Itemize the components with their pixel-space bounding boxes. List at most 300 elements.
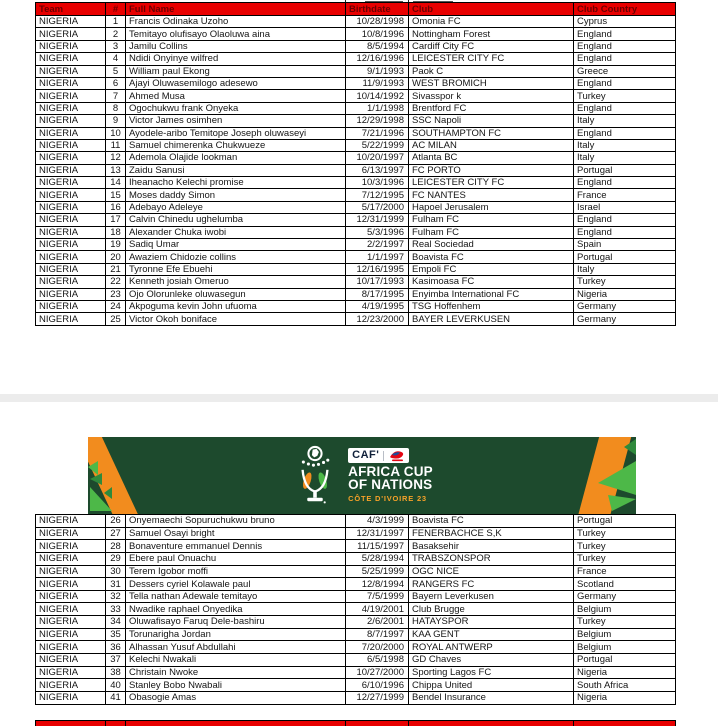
- birthdate-cell: 12/16/1995: [346, 263, 409, 275]
- name-cell: Alexander Chuka iwobi: [126, 226, 346, 238]
- table-row: [36, 115, 676, 127]
- club-cell: Empoli FC: [409, 263, 574, 275]
- team-cell: NIGERIA: [36, 239, 106, 251]
- table-row: [36, 177, 676, 189]
- team-cell: NIGERIA: [36, 53, 106, 65]
- club-cell: Kasimoasa FC: [409, 276, 574, 288]
- table-row: [36, 654, 676, 667]
- team-cell: NIGERIA: [36, 515, 106, 528]
- country-cell: Portugal: [574, 164, 676, 176]
- number-cell: 4: [106, 53, 126, 65]
- birthdate-cell: 8/7/1997: [346, 628, 409, 641]
- club-cell: LEICESTER CITY FC: [409, 177, 574, 189]
- name-cell: Tyronne Efe Ebuehi: [126, 263, 346, 275]
- club-cell: Bendel Insurance: [409, 691, 574, 704]
- club-cell: Cardiff City FC: [409, 40, 574, 52]
- club-cell: ROYAL ANTWERP: [409, 641, 574, 654]
- team-cell: NIGERIA: [36, 16, 106, 28]
- number-cell: 8: [106, 102, 126, 114]
- banner-title-line1: AFRICA CUP: [348, 464, 433, 480]
- table-row: [36, 226, 676, 238]
- table-row: [36, 139, 676, 151]
- team-cell: NIGERIA: [36, 177, 106, 189]
- name-cell: Calvin Chinedu ughelumba: [126, 214, 346, 226]
- team-cell: NIGERIA: [36, 77, 106, 89]
- birthdate-cell: 12/23/2000: [346, 313, 409, 325]
- table-row: [36, 552, 676, 565]
- table-row: [36, 540, 676, 553]
- country-cell: Germany: [574, 590, 676, 603]
- club-cell: OGC NICE: [409, 565, 574, 578]
- team-cell: NIGERIA: [36, 641, 106, 654]
- number-cell: 36: [106, 641, 126, 654]
- number-cell: 20: [106, 251, 126, 263]
- name-cell: Ayodele-aribo Temitope Joseph oluwaseyi: [126, 127, 346, 139]
- number-cell: 17: [106, 214, 126, 226]
- club-cell: TSG Hoffenhem: [409, 300, 574, 312]
- birthdate-cell: 1/1/1998: [346, 102, 409, 114]
- name-cell: Moses daddy Simon: [126, 189, 346, 201]
- team-cell: NIGERIA: [36, 540, 106, 553]
- table-row: [36, 578, 676, 591]
- birthdate-cell: 2/6/2001: [346, 616, 409, 629]
- country-cell: England: [574, 127, 676, 139]
- header-club-country: Club Country: [574, 3, 676, 16]
- number-cell: 19: [106, 239, 126, 251]
- header-birthdate: Birthdate: [346, 3, 409, 16]
- number-cell: 14: [106, 177, 126, 189]
- birthdate-cell: 12/27/1999: [346, 691, 409, 704]
- name-cell: Zaidu Sanusi: [126, 164, 346, 176]
- birthdate-cell: 6/13/1997: [346, 164, 409, 176]
- table-row: [36, 127, 676, 139]
- birthdate-cell: 8/17/1995: [346, 288, 409, 300]
- team-cell: NIGERIA: [36, 251, 106, 263]
- country-cell: Belgium: [574, 603, 676, 616]
- birthdate-cell: 10/17/1993: [346, 276, 409, 288]
- table-row: [36, 77, 676, 89]
- roster-table-page1: [35, 2, 676, 326]
- club-cell: Sporting Lagos FC: [409, 666, 574, 679]
- country-cell: Turkey: [574, 616, 676, 629]
- birthdate-cell: 10/20/1997: [346, 152, 409, 164]
- birthdate-cell: 8/5/1994: [346, 40, 409, 52]
- country-cell: Nigeria: [574, 288, 676, 300]
- name-cell: Awaziem Chidozie collins: [126, 251, 346, 263]
- name-cell: Oluwafisayo Faruq Dele-bashiru: [126, 616, 346, 629]
- number-cell: 21: [106, 263, 126, 275]
- name-cell: Ojo Olorunleke oluwasegun: [126, 288, 346, 300]
- number-cell: 26: [106, 515, 126, 528]
- table-row: [36, 565, 676, 578]
- club-cell: Atlanta BC: [409, 152, 574, 164]
- banner-subtitle: CÔTE D'IVOIRE 23: [348, 493, 427, 503]
- team-cell: NIGERIA: [36, 90, 106, 102]
- afcon-trophy-icon: [291, 445, 339, 507]
- club-cell: WEST BROMICH: [409, 77, 574, 89]
- club-cell: Fulham FC: [409, 214, 574, 226]
- team-cell: NIGERIA: [36, 654, 106, 667]
- team-cell: NIGERIA: [36, 578, 106, 591]
- country-cell: Italy: [574, 263, 676, 275]
- table-row: [36, 288, 676, 300]
- team-cell: NIGERIA: [36, 603, 106, 616]
- birthdate-cell: 9/1/1993: [346, 65, 409, 77]
- table-row: [36, 40, 676, 52]
- team-cell: NIGERIA: [36, 201, 106, 213]
- table-row: [36, 628, 676, 641]
- table-row: [36, 263, 676, 275]
- number-cell: 38: [106, 666, 126, 679]
- birthdate-cell: 5/22/1999: [346, 139, 409, 151]
- table-row: [36, 189, 676, 201]
- country-cell: Turkey: [574, 552, 676, 565]
- number-cell: 1: [106, 16, 126, 28]
- team-cell: NIGERIA: [36, 189, 106, 201]
- country-cell: Cyprus: [574, 16, 676, 28]
- name-cell: Onyemaechi Sopuruchukwu bruno: [126, 515, 346, 528]
- team-cell: NIGERIA: [36, 65, 106, 77]
- number-cell: 3: [106, 40, 126, 52]
- table-row: [36, 666, 676, 679]
- name-cell: Kenneth josiah Omeruo: [126, 276, 346, 288]
- table-row: [36, 102, 676, 114]
- number-cell: 10: [106, 127, 126, 139]
- club-cell: LEICESTER CITY FC: [409, 53, 574, 65]
- club-cell: Basaksehir: [409, 540, 574, 553]
- birthdate-cell: 12/31/1999: [346, 214, 409, 226]
- table-row: [36, 691, 676, 704]
- club-cell: GD Chaves: [409, 654, 574, 667]
- team-cell: NIGERIA: [36, 139, 106, 151]
- country-cell: Scotland: [574, 578, 676, 591]
- name-cell: Adebayo Adeleye: [126, 201, 346, 213]
- name-cell: Sadiq Umar: [126, 239, 346, 251]
- number-cell: 30: [106, 565, 126, 578]
- name-cell: Terem Igobor moffi: [126, 565, 346, 578]
- country-cell: England: [574, 214, 676, 226]
- column-divider: [573, 721, 574, 726]
- birthdate-cell: 6/5/1998: [346, 654, 409, 667]
- club-cell: SOUTHAMPTON FC: [409, 127, 574, 139]
- name-cell: Tella nathan Adewale temitayo: [126, 590, 346, 603]
- team-cell: NIGERIA: [36, 666, 106, 679]
- country-cell: England: [574, 53, 676, 65]
- number-cell: 22: [106, 276, 126, 288]
- country-cell: Belgium: [574, 641, 676, 654]
- team-cell: NIGERIA: [36, 313, 106, 325]
- name-cell: Victor James osimhen: [126, 115, 346, 127]
- column-divider: [105, 721, 106, 726]
- number-cell: 23: [106, 288, 126, 300]
- birthdate-cell: 12/16/1996: [346, 53, 409, 65]
- club-cell: Club Brugge: [409, 603, 574, 616]
- birthdate-cell: 4/19/2001: [346, 603, 409, 616]
- country-cell: Italy: [574, 139, 676, 151]
- country-cell: Nigeria: [574, 691, 676, 704]
- country-cell: Israel: [574, 201, 676, 213]
- club-cell: Sivasspor k: [409, 90, 574, 102]
- name-cell: Ndidi Onyinye wilfred: [126, 53, 346, 65]
- team-cell: NIGERIA: [36, 226, 106, 238]
- name-cell: Akpoguma kevin John ufuoma: [126, 300, 346, 312]
- team-cell: NIGERIA: [36, 28, 106, 40]
- name-cell: Ogochukwu frank Onyeka: [126, 102, 346, 114]
- name-cell: Christain Nwoke: [126, 666, 346, 679]
- club-cell: KAA GENT: [409, 628, 574, 641]
- club-cell: Real Sociedad: [409, 239, 574, 251]
- team-cell: NIGERIA: [36, 300, 106, 312]
- number-cell: 13: [106, 164, 126, 176]
- team-cell: NIGERIA: [36, 40, 106, 52]
- name-cell: Ademola Olajide lookman: [126, 152, 346, 164]
- table-row: [36, 641, 676, 654]
- number-cell: 9: [106, 115, 126, 127]
- club-cell: Enyimba International FC: [409, 288, 574, 300]
- number-cell: 12: [106, 152, 126, 164]
- name-cell: Ahmed Musa: [126, 90, 346, 102]
- name-cell: Temitayo olufisayo Olaoluwa aina: [126, 28, 346, 40]
- country-cell: Turkey: [574, 276, 676, 288]
- table-row: [36, 65, 676, 77]
- number-cell: 15: [106, 189, 126, 201]
- club-cell: BAYER LEVERKUSEN: [409, 313, 574, 325]
- club-cell: Brentford FC: [409, 102, 574, 114]
- birthdate-cell: 7/5/1999: [346, 590, 409, 603]
- team-cell: NIGERIA: [36, 691, 106, 704]
- country-cell: Germany: [574, 300, 676, 312]
- country-cell: Turkey: [574, 540, 676, 553]
- birthdate-cell: 7/20/2000: [346, 641, 409, 654]
- table-row: [36, 590, 676, 603]
- column-divider: [125, 721, 126, 726]
- name-cell: Jamilu Collins: [126, 40, 346, 52]
- club-cell: Bayern Leverkusen: [409, 590, 574, 603]
- birthdate-cell: 11/9/1993: [346, 77, 409, 89]
- name-cell: Kelechi Nwakali: [126, 654, 346, 667]
- club-cell: Chippa United: [409, 679, 574, 692]
- team-cell: NIGERIA: [36, 628, 106, 641]
- team-cell: NIGERIA: [36, 127, 106, 139]
- birthdate-cell: 11/15/1997: [346, 540, 409, 553]
- country-cell: Nigeria: [574, 666, 676, 679]
- team-cell: NIGERIA: [36, 565, 106, 578]
- number-cell: 16: [106, 201, 126, 213]
- birthdate-cell: 10/3/1996: [346, 177, 409, 189]
- country-cell: Belgium: [574, 628, 676, 641]
- table-row: [36, 603, 676, 616]
- country-cell: France: [574, 565, 676, 578]
- number-cell: 35: [106, 628, 126, 641]
- name-cell: Dessers cyriel Kolawale paul: [126, 578, 346, 591]
- club-cell: HATAYSPOR: [409, 616, 574, 629]
- country-cell: Italy: [574, 115, 676, 127]
- roster-table-page2: [35, 514, 676, 705]
- column-divider: [345, 721, 346, 726]
- birthdate-cell: 12/8/1994: [346, 578, 409, 591]
- birthdate-cell: 2/2/1997: [346, 239, 409, 251]
- number-cell: 27: [106, 527, 126, 540]
- caf-logo-box: [348, 448, 409, 463]
- name-cell: Alhassan Yusuf Abdullahi: [126, 641, 346, 654]
- table-row: [36, 276, 676, 288]
- team-cell: NIGERIA: [36, 263, 106, 275]
- number-cell: 37: [106, 654, 126, 667]
- club-cell: RANGERS FC: [409, 578, 574, 591]
- number-cell: 6: [106, 77, 126, 89]
- birthdate-cell: 10/8/1996: [346, 28, 409, 40]
- birthdate-cell: 4/19/1995: [346, 300, 409, 312]
- birthdate-cell: 4/3/1999: [346, 515, 409, 528]
- country-cell: England: [574, 177, 676, 189]
- team-cell: NIGERIA: [36, 552, 106, 565]
- team-cell: NIGERIA: [36, 590, 106, 603]
- team-cell: NIGERIA: [36, 164, 106, 176]
- birthdate-cell: 7/12/1995: [346, 189, 409, 201]
- number-cell: 28: [106, 540, 126, 553]
- name-cell: Francis Odinaka Uzoho: [126, 16, 346, 28]
- name-cell: Iheanacho Kelechi promise: [126, 177, 346, 189]
- country-cell: Portugal: [574, 654, 676, 667]
- table-row: [36, 214, 676, 226]
- name-cell: Victor Okoh boniface: [126, 313, 346, 325]
- name-cell: Ebere paul Onuachu: [126, 552, 346, 565]
- table-row: [36, 239, 676, 251]
- club-cell: SSC Napoli: [409, 115, 574, 127]
- team-cell: NIGERIA: [36, 102, 106, 114]
- country-cell: England: [574, 226, 676, 238]
- club-cell: FENERBACHCE S,K: [409, 527, 574, 540]
- birthdate-cell: 5/28/1994: [346, 552, 409, 565]
- number-cell: 25: [106, 313, 126, 325]
- number-cell: 41: [106, 691, 126, 704]
- table-row: [36, 28, 676, 40]
- header-number: #: [106, 3, 126, 16]
- header-club: Club: [409, 3, 574, 16]
- column-divider: [408, 721, 409, 726]
- name-cell: Samuel Osayi bright: [126, 527, 346, 540]
- table-row: [36, 515, 676, 528]
- birthdate-cell: 6/10/1996: [346, 679, 409, 692]
- team-cell: NIGERIA: [36, 616, 106, 629]
- club-cell: FC PORTO: [409, 164, 574, 176]
- country-cell: France: [574, 189, 676, 201]
- birthdate-cell: 5/25/1999: [346, 565, 409, 578]
- team-cell: NIGERIA: [36, 214, 106, 226]
- club-cell: Omonia FC: [409, 16, 574, 28]
- team-cell: NIGERIA: [36, 527, 106, 540]
- caf-logo: CAF': [352, 449, 380, 462]
- name-cell: Obasogie Amas: [126, 691, 346, 704]
- header-full-name: Full Name: [126, 3, 346, 16]
- country-cell: Germany: [574, 313, 676, 325]
- country-cell: Portugal: [574, 251, 676, 263]
- page-break-band: [0, 394, 718, 402]
- number-cell: 24: [106, 300, 126, 312]
- table-row: [36, 53, 676, 65]
- banner-title-line2: OF NATIONS: [348, 477, 433, 493]
- name-cell: Samuel chimerenka Chukwueze: [126, 139, 346, 151]
- country-cell: England: [574, 77, 676, 89]
- birthdate-cell: 12/29/1998: [346, 115, 409, 127]
- name-cell: Torunarigha Jordan: [126, 628, 346, 641]
- club-cell: Nottingham Forest: [409, 28, 574, 40]
- country-cell: Spain: [574, 239, 676, 251]
- number-cell: 32: [106, 590, 126, 603]
- number-cell: 34: [106, 616, 126, 629]
- table-row: [36, 527, 676, 540]
- clipped-next-header-row: [35, 720, 676, 726]
- number-cell: 29: [106, 552, 126, 565]
- country-cell: England: [574, 102, 676, 114]
- name-cell: Stanley Bobo Nwabali: [126, 679, 346, 692]
- birthdate-cell: 10/14/1992: [346, 90, 409, 102]
- club-cell: AC MILAN: [409, 139, 574, 151]
- club-cell: Hapoel Jerusalem: [409, 201, 574, 213]
- number-cell: 31: [106, 578, 126, 591]
- birthdate-cell: 10/28/1998: [346, 16, 409, 28]
- number-cell: 18: [106, 226, 126, 238]
- table-row: [36, 300, 676, 312]
- table-row: [36, 164, 676, 176]
- team-cell: NIGERIA: [36, 679, 106, 692]
- number-cell: 11: [106, 139, 126, 151]
- name-cell: William paul Ekong: [126, 65, 346, 77]
- country-cell: Greece: [574, 65, 676, 77]
- birthdate-cell: 5/3/1996: [346, 226, 409, 238]
- team-cell: NIGERIA: [36, 276, 106, 288]
- team-cell: NIGERIA: [36, 288, 106, 300]
- number-cell: 7: [106, 90, 126, 102]
- birthdate-cell: 7/21/1996: [346, 127, 409, 139]
- country-cell: England: [574, 40, 676, 52]
- club-cell: Fulham FC: [409, 226, 574, 238]
- club-cell: TRABSZONSPOR: [409, 552, 574, 565]
- country-cell: Turkey: [574, 90, 676, 102]
- country-cell: South Africa: [574, 679, 676, 692]
- table-row: [36, 251, 676, 263]
- club-cell: Boavista FC: [409, 515, 574, 528]
- team-cell: NIGERIA: [36, 115, 106, 127]
- birthdate-cell: 1/1/1997: [346, 251, 409, 263]
- country-cell: Turkey: [574, 527, 676, 540]
- table-row: [36, 616, 676, 629]
- country-cell: England: [574, 28, 676, 40]
- team-cell: NIGERIA: [36, 152, 106, 164]
- afcon-banner: [88, 437, 636, 514]
- club-cell: Paok C: [409, 65, 574, 77]
- number-cell: 40: [106, 679, 126, 692]
- header-team: Team: [36, 3, 106, 16]
- number-cell: 33: [106, 603, 126, 616]
- birthdate-cell: 12/31/1997: [346, 527, 409, 540]
- table-row: [36, 679, 676, 692]
- table-row: [36, 201, 676, 213]
- totalenergies-icon: [388, 450, 405, 462]
- club-cell: Boavista FC: [409, 251, 574, 263]
- number-cell: 2: [106, 28, 126, 40]
- table-row: [36, 16, 676, 28]
- table-header-row: [36, 3, 676, 16]
- country-cell: Italy: [574, 152, 676, 164]
- table-row: [36, 313, 676, 325]
- club-cell: FC NANTES: [409, 189, 574, 201]
- birthdate-cell: 5/17/2000: [346, 201, 409, 213]
- name-cell: Bonaventure emmanuel Dennis: [126, 540, 346, 553]
- name-cell: Ajayi Oluwasemilogo adesewo: [126, 77, 346, 89]
- table-row: [36, 152, 676, 164]
- birthdate-cell: 10/27/2000: [346, 666, 409, 679]
